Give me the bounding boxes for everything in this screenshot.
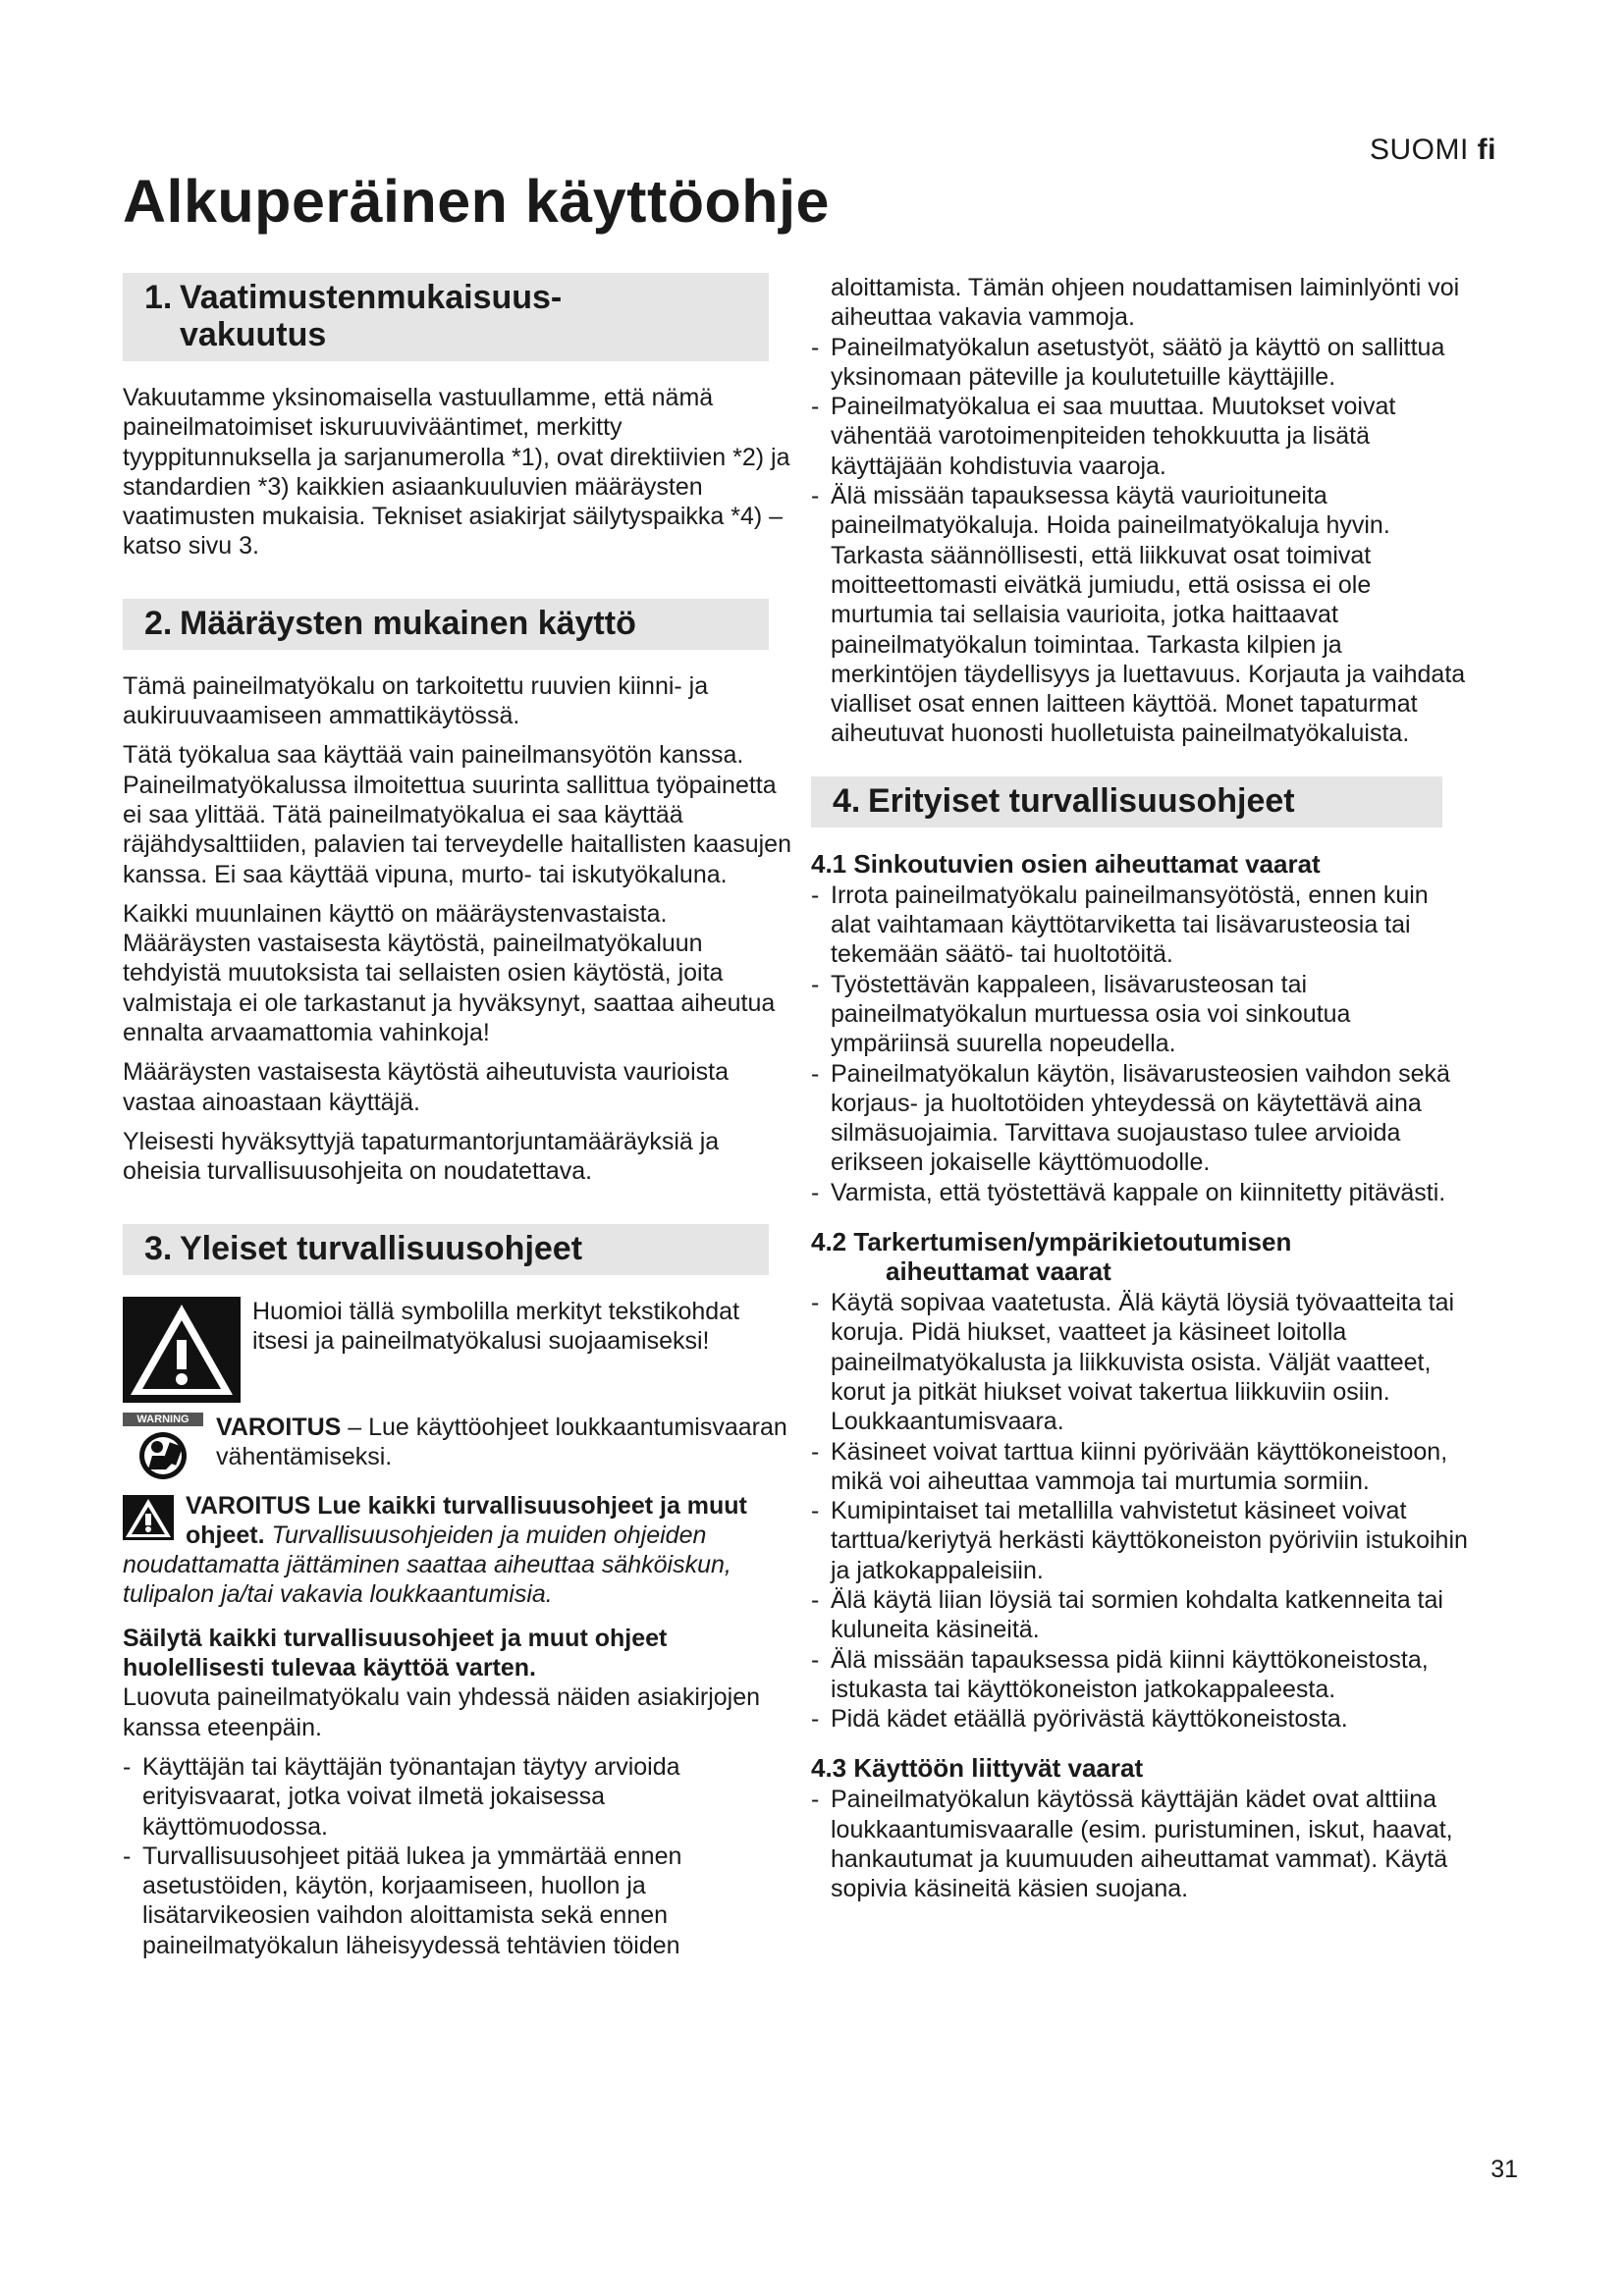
left-column: [123, 273, 795, 1960]
page-title: Alkuperäinen käyttöohje: [123, 168, 830, 235]
section-2-paragraph: Tätä työkalua saa käyttää vain paineilmansyötön kanssa. Paineilmatyökalussa ilmoitettua suurinta sallittua työpainetta ei saa ylittää. Tätä paineilmatyökalua ei saa käyttää räjähdysalttiiden, palavien tai terveydelle haitallisten kaasujen kanssa. Ei saa käyttää vipuna, murto- tai iskutyökaluna.: [123, 741, 791, 888]
language-label: SUOMI: [1369, 133, 1469, 166]
book-reader-icon: [123, 1426, 203, 1481]
list-item: - Paineilmatyökalua ei saa muuttaa. Muutokset voivat vähentää varotoimenpiteiden tehokkuutta ja lisätä käyttäjään kohdistuvia vaaroja.: [811, 392, 1469, 481]
subsection-4-1-list: [811, 881, 1469, 1207]
symbol-note-text: Huomioi tällä symbolilla merkityt tekstikohdat itsesi ja paineilmatyökalusi suojaamiseksi!: [252, 1297, 740, 1355]
warning-triangle-icon: [123, 1297, 241, 1403]
list-item: - Varmista, että työstettävä kappale on kiinnitetty pitävästi.: [811, 1178, 1469, 1207]
small-warning-icon: [123, 1495, 174, 1540]
page-number: 31: [1490, 2156, 1518, 2183]
warning-label: WARNING: [123, 1413, 203, 1426]
list-item: - Pidä kädet etäällä pyörivästä käyttökoneistosta.: [811, 1704, 1469, 1734]
subsection-4-1-heading: 4.1 Sinkoutuvien osien aiheuttamat vaarat: [811, 848, 1321, 879]
list-item: - Älä missään tapauksessa käytä vaurioituneita paineilmatyökaluja. Hoida paineilmatyökaluja hyvin. Tarkasta säännöllisesti, että liikkuvat osat toimivat moitteettomasti eivätkä jumiudu, että osissa ei ole murtumia tai sellaisia vaurioita, jotka haittaavat paineilmatyökalun toimintaa. Tarkasta kilpien ja merkintöjen täydellisyys ja luettavuus. Korjauta ja vaihdata vialliset osat ennen laitteen käyttöä. Monet tapaturmat aiheutuvat huonosti huolletuista paineilmatyökaluista.: [811, 481, 1469, 749]
list-item: - Käytä sopivaa vaatetusta. Älä käytä löysiä työvaatteita tai koruja. Pidä hiukset, vaatteet ja käsineet loitolla paineilmatyökalusta ja liikkuvista osista. Väljät vaatteet, korut ja pitkät hiukset voivat takertua liikkuviin osiin. Loukkaantumisvaara.: [811, 1288, 1469, 1436]
section-1-heading: 1. Vaatimustenmukaisuus- vakuutus: [123, 273, 769, 361]
list-item: - Älä käytä liian löysiä tai sormien kohdalta katkenneita tai kuluneita käsineitä.: [811, 1585, 1469, 1645]
list-item: - Älä missään tapauksessa pidä kiinni käyttökoneistosta, istukasta tai käyttökoneiston jatkokappaleesta.: [811, 1645, 1469, 1705]
section-3-list-continued: [811, 333, 1469, 749]
subsection-4-2-list: [811, 1288, 1469, 1734]
right-column: [811, 273, 1469, 1904]
read-manual-icon: [123, 1413, 203, 1488]
list-item: - Paineilmatyökalun asetustyöt, säätö ja käyttö on sallittua yksinomaan päteville ja koulutetuille käyttäjille.: [811, 333, 1469, 393]
subsection-4-3-list: [811, 1785, 1469, 1903]
language-code: fi: [1477, 133, 1496, 166]
section-2-heading: 2. Määräysten mukainen käyttö: [123, 599, 769, 650]
section-2-paragraph: Määräysten vastaisesta käytöstä aiheutuvista vaurioista vastaa ainoastaan käyttäjä.: [123, 1058, 729, 1116]
section-1-text: Vakuutamme yksinomaisella vastuullamme, että nämä paineilmatoimiset iskuruuvivääntimet, merkitty tyyppitunnuksella ja sarjanumerolla *1), ovat direktiivien *2) ja standardien *3) kaikkien asiaankuuluvien määräysten vaatimusten mukaisia. Tekniset asiakirjat säilytyspaikka *4) – katso sivu 3.: [123, 384, 790, 561]
subsection-4-3-heading: 4.3 Käyttöön liittyvät vaarat: [811, 1753, 1144, 1784]
safety-symbol-note: [123, 1297, 795, 1407]
section-3-heading: 3. Yleiset turvallisuusohjeet: [123, 1224, 769, 1275]
list-item: - Irrota paineilmatyökalu paineilmansyötöstä, ennen kuin alat vaihtamaan käyttötarviketta tai lisävarusteosia tai tekemään säätö- tai huoltotöitä.: [811, 881, 1469, 970]
general-warning: VAROITUS Lue kaikki turvallisuusohjeet ja muut ohjeet. Turvallisuusohjeiden ja muiden ohjeiden noudattamatta jättäminen saattaa aiheuttaa sähköiskun, tulipalon ja/tai vakavia loukkaantumisia.: [123, 1491, 747, 1609]
section-3-list: [123, 1752, 795, 1960]
language-indicator: [1370, 133, 1496, 167]
list-item: - Käsineet voivat tarttua kiinni pyörivään käyttökoneistoon, mikä voi aiheuttaa vammoja tai murtumia sormiin.: [811, 1437, 1469, 1497]
list-item: - Paineilmatyökalun käytön, lisävarusteosien vaihdon sekä korjaus- ja huoltotöiden yhteydessä on käytettävä aina silmäsuojaimia. Tarvittava suojaustaso tulee arvioida erikseen jokaiselle käyttömuodolle.: [811, 1059, 1469, 1178]
list-item: - Kumipintaiset tai metallilla vahvistetut käsineet voivat tarttua/keriytyä herkästi käyttökoneiston pyöriviin istukoihin ja jatkokappaleisiin.: [811, 1496, 1469, 1585]
list-item: - Työstettävän kappaleen, lisävarusteosan tai paineilmatyökalun murtuessa osia voi sinkoutua ympäriinsä suurella nopeudella.: [811, 970, 1469, 1059]
section-2-paragraph: Yleisesti hyväksyttyjä tapaturmantorjuntamääräyksiä ja oheisia turvallisuusohjeita on noudatettava.: [123, 1127, 720, 1186]
list-item: - Turvallisuusohjeet pitää lukea ja ymmärtää ennen asetustöiden, käytön, korjaamiseen, huollon ja lisätarvikeosien vaihdon aloittamista sekä ennen paineilmatyökalun läheisyydessä tehtävien töiden: [123, 1842, 795, 1960]
section-4-heading: 4. Erityiset turvallisuusohjeet: [811, 776, 1442, 828]
read-manual-warning: WARNING VAROITUS – Lue käyttöohjeet loukkaantumisvaaran vähentämiseksi.: [123, 1413, 795, 1473]
list-item: - Käyttäjän tai käyttäjän työnantajan täytyy arvioida erityisvaarat, jotka voivat ilmetä jokaisessa käyttömuodossa.: [123, 1752, 795, 1842]
continued-text: aloittamista. Tämän ohjeen noudattamisen laiminlyönti voi aiheuttaa vakavia vammoja.: [831, 274, 1460, 332]
section-2-paragraph: Kaikki muunlainen käyttö on määräystenvastaista. Määräysten vastaisesta käytöstä, paineilmatyökaluun tehdyistä muutoksista tai sellaisten osien käytöstä, joita valmistaja ei ole tarkastanut ja hyväksynyt, saattaa aiheutua ennalta arvaamattomia vahinkoja!: [123, 899, 776, 1047]
section-2-paragraph: Tämä paineilmatyökalu on tarkoitettu ruuvien kiinni- ja aukiruuvaamiseen ammattikäytössä.: [123, 671, 709, 730]
keep-instructions: Säilytä kaikki turvallisuusohjeet ja muut ohjeet huolellisesti tulevaa käyttöä varten. Luovuta paineilmatyökalu vain yhdessä näiden asiakirjojen kanssa eteenpäin.: [123, 1624, 761, 1741]
list-item: - Paineilmatyökalun käytössä käyttäjän kädet ovat alttiina loukkaantumisvaaralle (esim. puristuminen, iskut, haavat, hankautumat ja kuumuuden aiheuttamat vammat). Käytä sopivia käsineitä käsien suojana.: [811, 1785, 1469, 1903]
subsection-4-2-heading: 4.2 Tarkertumisen/ympärikietoutumisen aiheuttamat vaarat: [811, 1227, 1292, 1287]
